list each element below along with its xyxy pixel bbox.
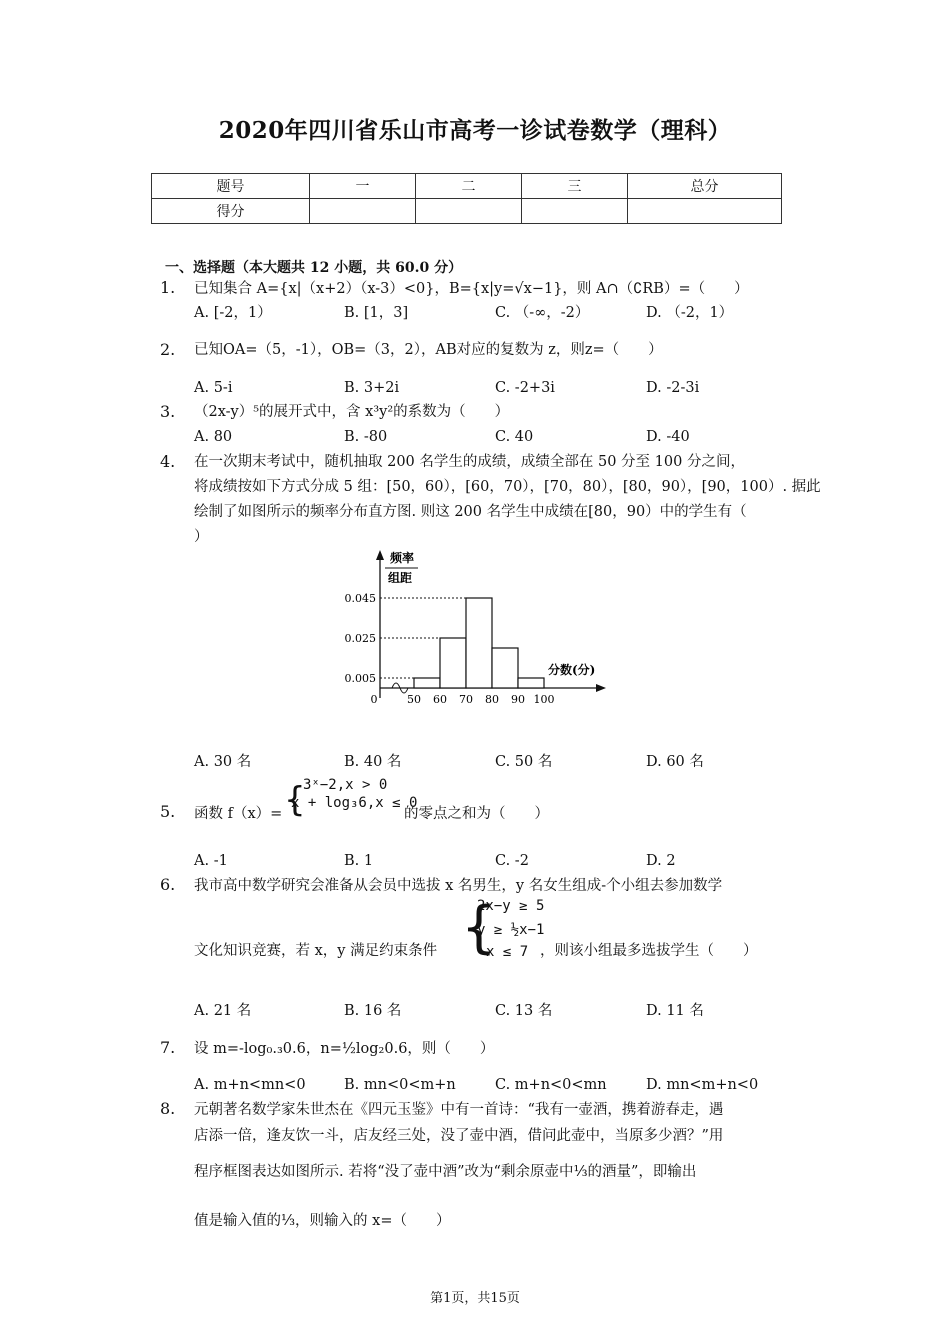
piecewise-case-2: x + log₃6,x ≤ 0 [291, 795, 418, 811]
option-a: A. [-2，1） [194, 305, 272, 321]
question-line: 店添一倍，逢友饮一斗，店友经三处，没了壶中酒，借问此壶中，当原多少酒？”用 [194, 1128, 724, 1144]
x-axis-arrow [596, 684, 606, 692]
y-axis-arrow [376, 550, 384, 560]
piecewise-brace: { [284, 780, 306, 820]
question-line: 绘制了如图所示的频率分布直方图. 则这 200 名学生中成绩在[80，90）中的学生有（ [194, 504, 747, 520]
question-suffix: 的零点之和为（ ） [404, 806, 549, 822]
option-c: C. （-∞，-2） [495, 305, 590, 321]
score-table-header-row [152, 174, 782, 199]
question-number: 4. [160, 452, 176, 471]
question-suffix: ，则该小组最多选拔学生（ ） [540, 943, 758, 959]
question-line: 将成绩按如下方式分成 5 组：[50，60），[60，70），[70，80），[80，90），[90，100）. 据此 [194, 479, 821, 495]
option-d: D. -2-3i [646, 380, 700, 396]
frequency-histogram [330, 548, 630, 708]
option-c: C. -2 [495, 853, 529, 869]
question-prefix: 文化知识竞赛，若 x，y 满足约束条件 [194, 943, 438, 959]
option-a: A. 80 [194, 429, 233, 445]
option-d: D. -40 [646, 429, 690, 445]
histogram-bar [518, 678, 544, 688]
option-b: B. -80 [344, 429, 388, 445]
ylabel-bottom: 组距 [388, 571, 413, 585]
x-tick-label: 60 [433, 693, 447, 706]
question-text: 设 m=-log₀.₃0.6，n=½log₂0.6，则（ ） [194, 1041, 495, 1057]
xlabel: 分数(分) [548, 663, 596, 677]
option-a: A. 30 名 [194, 754, 252, 770]
score-table-blank-cell [522, 199, 628, 224]
score-table-cell: 二 [416, 174, 522, 199]
score-table-cell: 总分 [628, 174, 782, 199]
score-table-score-row [152, 199, 782, 224]
option-b: B. 16 名 [344, 1003, 402, 1019]
question-number: 1. [160, 278, 176, 297]
constraint-3: x ≤ 7 [486, 944, 529, 960]
x-tick-label: 80 [485, 693, 499, 706]
constraint-2: y ≥ ½x−1 [477, 922, 545, 938]
option-d: D. mn<m+n<0 [646, 1077, 759, 1093]
y-tick-label: 0.005 [344, 672, 376, 685]
histogram-bar [466, 598, 492, 688]
x-tick-label: 100 [533, 693, 555, 706]
histogram-bar [492, 648, 518, 688]
score-table-blank-cell [416, 199, 522, 224]
question-text: （2x-y）⁵的展开式中，含 x³y²的系数为（ ） [194, 404, 510, 420]
question-number: 7. [160, 1038, 176, 1057]
question-number: 2. [160, 340, 176, 359]
question-number: 6. [160, 875, 176, 894]
x-tick-label: 0 [370, 693, 378, 706]
score-table-cell: 得分 [152, 199, 310, 224]
question-prefix: 函数 f（x）= [194, 806, 283, 822]
question-line: 程序框图表达如图所示. 若将“没了壶中酒”改为“剩余原壶中⅓的酒量”，即输出 [194, 1164, 697, 1180]
ylabel-top: 频率 [390, 551, 415, 565]
constraint-brace: { [461, 895, 497, 960]
option-c: C. 50 名 [495, 754, 553, 770]
piecewise-case-1: 3ˣ−2,x > 0 [303, 777, 388, 793]
question-text: 已知OA=（5，-1），OB=（3，2），AB对应的复数为 z，则z=（ ） [194, 342, 663, 358]
option-b: B. 40 名 [344, 754, 402, 770]
option-d: D. 60 名 [646, 754, 704, 770]
option-b: B. [1，3] [344, 305, 409, 321]
score-table [151, 173, 782, 224]
option-d: D. （-2，1） [646, 305, 734, 321]
constraint-1: 2x−y ≥ 5 [477, 898, 545, 914]
y-tick-label: 0.045 [344, 592, 376, 605]
question-text: 已知集合 A={x|（x+2）（x-3）<0}，B={x|y=√x−1}，则 A∩（∁RB）=（ ） [194, 281, 749, 297]
section-title: 一、选择题（本大题共 12 小题，共 60.0 分） [165, 260, 463, 276]
score-table-blank-cell [310, 199, 416, 224]
option-b: B. mn<0<m+n [344, 1077, 456, 1093]
x-tick-label: 70 [459, 693, 473, 706]
score-table-cell: 题号 [152, 174, 310, 199]
option-a: A. 5-i [194, 380, 233, 396]
option-a: A. -1 [194, 853, 228, 869]
question-number: 8. [160, 1099, 176, 1118]
histogram-bar [440, 638, 466, 688]
page-footer: 第1页，共15页 [430, 1291, 520, 1306]
score-table-cell: 三 [522, 174, 628, 199]
question-line: 我市高中数学研究会准备从会员中选拔 x 名男生，y 名女生组成-个小组去参加数学 [194, 878, 723, 894]
option-d: D. 11 名 [646, 1003, 704, 1019]
question-line: 在一次期末考试中，随机抽取 200 名学生的成绩，成绩全部在 50 分至 100 分之间， [194, 454, 745, 470]
option-a: A. 21 名 [194, 1003, 252, 1019]
y-tick-label: 0.025 [344, 632, 376, 645]
option-b: B. 1 [344, 853, 374, 869]
option-d: D. 2 [646, 853, 676, 869]
histogram-bar [414, 678, 440, 688]
option-c: C. 13 名 [495, 1003, 553, 1019]
option-b: B. 3+2i [344, 380, 400, 396]
question-line: 值是输入值的⅓，则输入的 x=（ ） [194, 1213, 451, 1229]
x-tick-label: 50 [407, 693, 421, 706]
score-table-cell: 一 [310, 174, 416, 199]
question-number: 5. [160, 802, 176, 821]
question-line: 元朝著名数学家朱世杰在《四元玉鉴》中有一首诗：“我有一壶酒，携着游春走，遇 [194, 1102, 724, 1118]
question-line: ） [194, 529, 209, 545]
option-c: C. m+n<0<mn [495, 1077, 607, 1093]
score-table-blank-cell [628, 199, 782, 224]
option-c: C. 40 [495, 429, 534, 445]
question-number: 3. [160, 402, 176, 421]
option-a: A. m+n<mn<0 [194, 1077, 306, 1093]
page-title: 2020年四川省乐山市高考一诊试卷数学（理科） [218, 117, 732, 144]
option-c: C. -2+3i [495, 380, 555, 396]
x-tick-label: 90 [511, 693, 525, 706]
